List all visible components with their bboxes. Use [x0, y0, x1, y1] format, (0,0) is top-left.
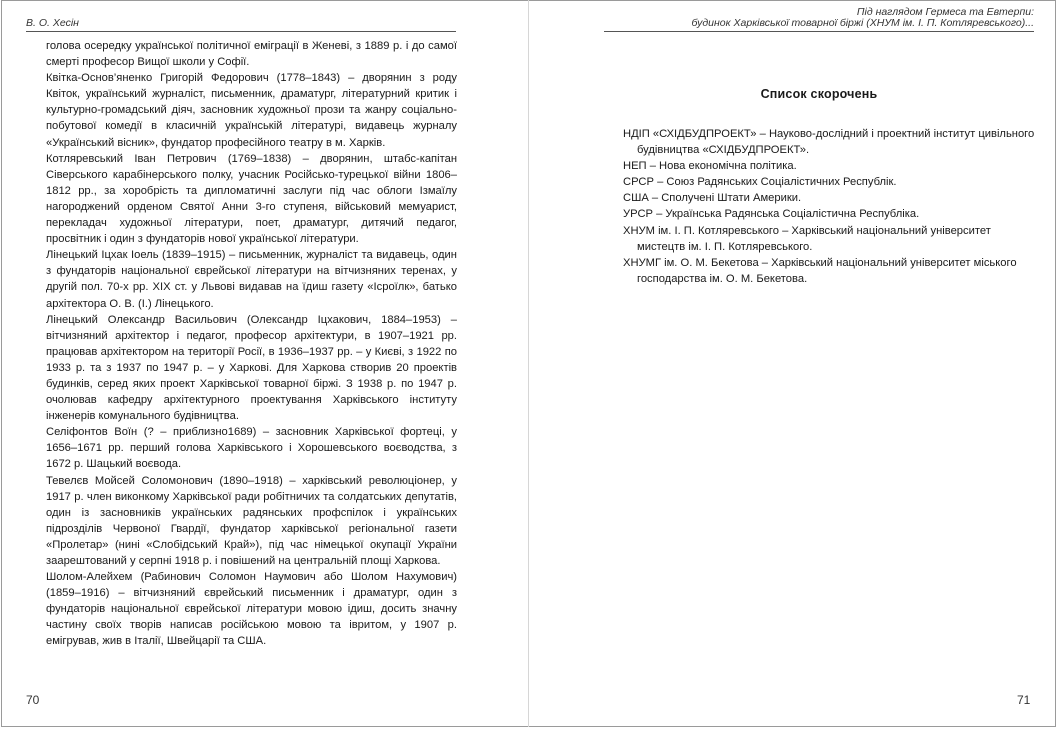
abbreviation-item: УРСР – Українська Радянська Соціалістична Республіка. — [623, 208, 920, 221]
left-page-number: 70 — [26, 693, 40, 707]
left-running-head: В. О. Хесін — [26, 17, 79, 29]
left-page — [1, 0, 528, 727]
paragraph: Квітка-Основ’яненко Григорій Федорович (1778–1843) – дворянин з роду Квіток, український журналіст, письменник, драматург, літературний критик і культурно-громадський діяч, засновник художньої прози та жанру соціально-побутової комедії в класичній українській літературі, видавець журналу «Український вісник», фундатор професійного театру в м. Харків. — [46, 72, 457, 149]
right-running-head — [604, 7, 1034, 29]
right-page — [529, 0, 1056, 727]
abbreviation-item: США – Сполучені Штати Америки. — [623, 192, 802, 205]
right-header-rule — [604, 31, 1034, 32]
paragraph: Котляревський Іван Петрович (1769–1838) – дворянин, штабс-капітан Сіверського карабінерського полку, учасник Російсько-турецької війни 1806–1812 рр., за хоробрість та дипломатичні заслуги під час облоги Ізмаїлу нагороджений орденом Святої Анни 3-го ступеня, військовий мемуарист, перекладач художньої літератури, поет, драматург, дитячий педагог, просвітник і один з фундаторів нової української літератури. — [46, 152, 457, 246]
paragraph: Лінецький Олександр Васильович (Олександр Іцхакович, 1884–1953) – вітчизняний архітектор і педагог, професор архітектури, в 1907–1921 рр. працював архітектором на території Росії, в 1936–1937 рр. – у Києві, з 1922 по 1933 р. та з 1937 по 1947 р. – у Харкові. Для Харкова створив 20 проектів будинків, серед яких проект Харківської товарної біржі. З 1938 р. по 1947 р. очолював кафедру архітектурного проектування Харківського інституту інженерів комунального будівництва. — [46, 313, 457, 423]
abbreviation-item: НЕП – Нова економічна політика. — [623, 160, 797, 173]
left-header-rule — [26, 31, 456, 32]
section-title: Список скорочень — [760, 87, 878, 101]
paragraph: Шолом-Алейхем (Рабинович Соломон Наумович або Шолом Нахумович) (1859–1916) – вітчизняний єврейський письменник і драматург, один з фундаторів національної єврейської літератури мовою ідиш, досить значну частину своїх творів написав російською мовою та івритом, у 1907 р. емігрував, жив в Італії, Швейцарії та США. — [46, 571, 457, 648]
right-running-head-line1: Під наглядом Гермеса та Евтерпи: — [856, 6, 1034, 18]
right-running-head-line2: будинок Харківської товарної біржі (ХНУМ ім. І. П. Котляревського)... — [691, 17, 1034, 29]
abbreviation-item: НДІП «СХІДБУДПРОЕКТ» – Науково-дослідний і проектний інститут цивільного будівництва «СХІДБУДПРОЕКТ». — [623, 128, 1035, 157]
paragraph: голова осередку української політичної еміграції в Женеві, з 1889 р. і до самої смерті професор Вищої школи у Софії. — [46, 40, 457, 69]
right-page-number: 71 — [1017, 693, 1031, 707]
paragraph: Селіфонтов Воїн (? – приблизно1689) – засновник Харківської фортеці, у 1656–1671 рр. перший голова Харківського і Хорошевського воєводства, з 1672 р. Шацький воєвода. — [46, 426, 457, 471]
paragraph: Тевелєв Мойсей Соломонович (1890–1918) – харківський революціонер, у 1917 р. член виконкому Харківської ради робітничих та солдатських депутатів, один із засновників українських радянських профспілок і українських підрозділів Червоної Гвардії, фундатор харківської регіональної газети «Пролетар» (нині «Слобідський Край»), під час німецької окупації України заарештований у серпні 1918 р. і повішений на центральній площі Харкова. — [46, 474, 457, 567]
abbreviation-list — [623, 126, 1035, 287]
left-body-text — [46, 38, 457, 650]
abbreviation-item: СРСР – Союз Радянських Соціалістичних Республік. — [623, 176, 897, 189]
abbreviation-item: ХНУМГ ім. О. М. Бекетова – Харківський національний університет міського господарства ім. О. М. Бекетова. — [623, 256, 1017, 285]
abbreviation-item: ХНУМ ім. І. П. Котляревського – Харківський національний університет мистецтв ім. І. П. Котляревського. — [623, 224, 991, 253]
paragraph: Лінецький Іцхак Іоель (1839–1915) – письменник, журналіст та видавець, один з фундаторів національної єврейської літератури на вітчизняних теренах, у другій пол. 70-х рр. XIX ст. у Львові видавав на їдиш газету «Ісроїлк», батько архітектора О. В. (І.) Лінецького. — [46, 249, 457, 310]
